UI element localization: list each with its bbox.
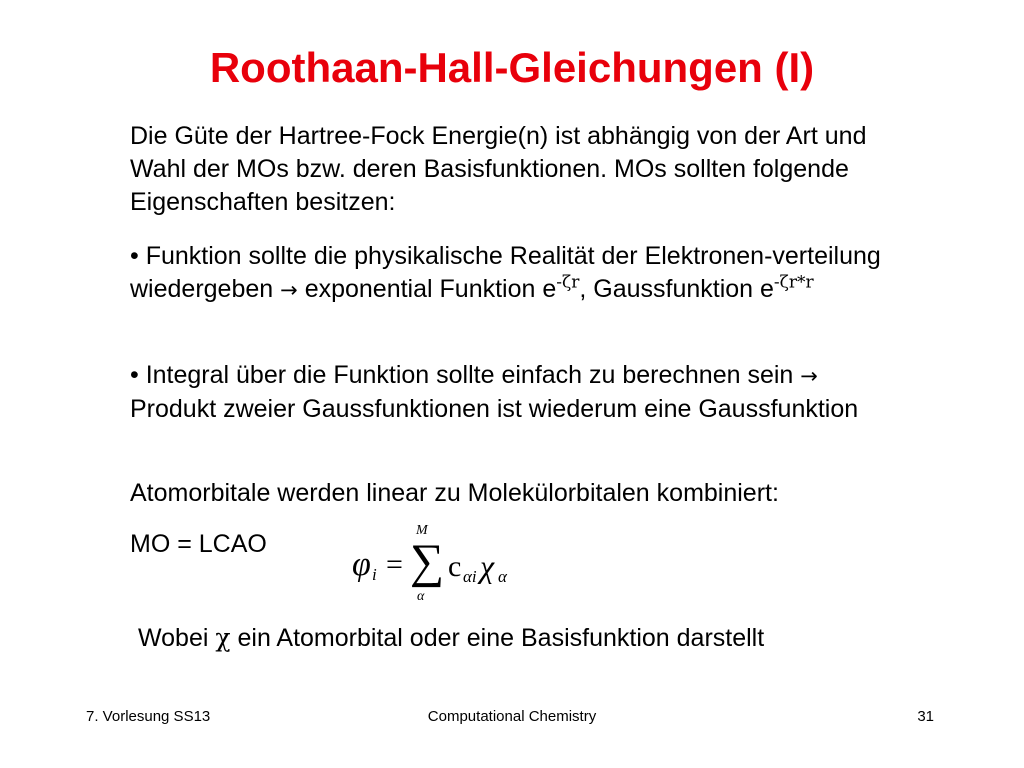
exponent-gauss: -ζr*r [773,272,814,293]
footer-page-number: 31 [917,708,934,725]
lcao-formula [350,520,510,604]
wobei-sentence [138,621,764,655]
formula-equals: = [386,548,403,581]
gaussfunktion-text: Gaussfunktion e [593,275,774,303]
exponential-text: exponential Funktion e [304,275,557,303]
right-arrow-icon: → [800,364,818,388]
produkt-text: Produkt zweier Gaussfunktionen ist wiederum eine Gaussfunktion [130,395,859,423]
slide-title: Roothaan-Hall-Gleichungen (I) [209,44,815,91]
formula-chi-subscript: α [498,567,507,586]
comma: , [579,275,587,303]
formula-sum-upper-limit: M [416,523,428,538]
wobei-text: Wobei [138,624,209,652]
formula-sum-symbol: ∑ [410,535,445,588]
wobei-chi: χ [215,623,231,652]
intro-paragraph: Die Güte der Hartree-Fock Energie(n) ist abhängig von der Art und Wahl der MOs bzw. deren Basisfunktionen. MOs sollten folgende Eigenschaften besitzen: [130,122,867,216]
exponent-exponential: -ζr [556,272,580,293]
lcao-label: MO = LCAO [130,530,267,558]
formula-coefficient: c [448,550,462,583]
formula-sum-lower-limit: α [417,589,425,604]
combination-paragraph: Atomorbitale werden linear zu Molekülorbitalen kombiniert: [130,479,779,507]
formula-phi: φ [352,546,371,583]
formula-chi: χ [480,548,495,584]
bullet-realitaet-text: • Funktion sollte die physikalische Realität der Elektronen-verteilung wiedergeben [130,242,881,303]
formula-phi-subscript: i [372,565,377,584]
formula-coefficient-subscript: αi [463,567,477,586]
bullet-realitaet [130,240,900,307]
right-arrow-icon: → [280,278,298,302]
footer-lecture: 7. Vorlesung SS13 [86,708,211,725]
bullet-integral [130,359,900,426]
bullet-integral-text: • Integral über die Funktion sollte einfach zu berechnen sein [130,361,794,389]
wobei-rest: ein Atomorbital oder eine Basisfunktion darstellt [237,624,765,652]
footer-course: Computational Chemistry [427,708,597,725]
